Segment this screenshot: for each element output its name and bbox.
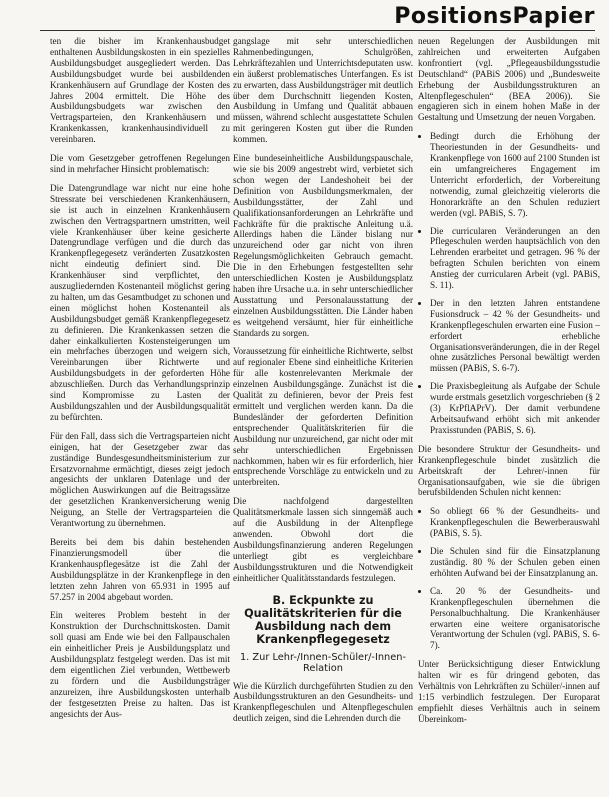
paragraph: Die vom Gesetzgeber getroffenen Regelungen sind in mehrfacher Hinsicht problematisch: [50,153,230,174]
paragraph: Wie die Kürzlich durchgeführten Studien zu den Ausbildungsstrukturen an den Gesundheits- und Krankenpflegeschulen und Altenpflegeschulen deutlich zeigen, sind die Lehrenden durch die [233,680,413,724]
section-heading: B. Eckpunkte zu Qualitätskriterien für die Ausbildung nach dem Krankenpflegegesetz [244,593,402,646]
column-3 [418,36,600,733]
paragraph: Eine bundeseinheitliche Ausbildungspauschale, wie sie bis 2009 angestrebt wird, verbietet sich schon wegen der Landeshoheit bei der Definition von Ausbildungsmerkmalen, der Ausbildungsstätter, der Zahl und Qualifikationsanforderungen an Lehrkräfte und Fachkräfte für die praktische Anleitung u.ä. Allerdings haben die Länder bislang nur unzureichend oder gar nicht von ihren Regelungsmöglichkeiten Gebrauch gemacht. Die in den Erhebungen festgestellten sehr unterschiedlichen Kosten je Ausbildungsplatz haben ihre Ursache u.a. in sehr unterschiedlicher Ausstattung und Personalausstattung der einzelnen Ausbildungsstätten. Die Länder haben es weitgehend versäumt, hier für einheitliche Standards zu sorgen. [233,153,413,338]
header-rule [40,30,595,31]
list-item: • Die Praxisbegleitung als Aufgabe der Schule wurde erstmals gesetzlich vorgeschrieben (§ 2 (3) KrPflAPrV). Der damit verbundene Arbeitsaufwand erhöht sich mit ankender Praxisstunden (PABiS, S. 6). [430,381,600,436]
paragraph: Die Datengrundlage war nicht nur eine hohe Stressrate bei verschiedenen Krankenhäusern, sie ist auch in einzelnen Krankenhäusern zwischen den Vertragspartnern umstritten, weil viele Krankenhäuser über keine gesicherte Datengrundlage verfügen und die durch das Krankenpflegegesetz veränderten Zusatzkosten nicht eindeutig definiert sind. Die Krankenhäuser sind verpflichtet, den auszugliedernden Kostenanteil möglichst gering zu halten, um das Gesamtbudget zu schonen und einen möglichst hohen Kostenanteil als Ausbildungsbudget gemäß Krankenpflegegesetz zu definieren. Die Krankenkassen setzen die daher einkalkulierten Kostensteigerungen um ein mehrfaches überzogen und weigern sich, Vereinbarungen über Richtwerte und Ausbildungsbudgets in der geforderten Höhe abzuschließen. Durch das Verhandlungsprinzip sind Kompromisse zu Lasten der Ausbildungszahlen und der Ausbildungsqualität zu befürchten. [50,182,230,422]
paragraph: Für den Fall, dass sich die Vertragsparteien nicht einigen, hat der Gesetzgeber zwar das zuständige Bundesgesundheitsministerium zur Ersatzvornahme ermächtigt, dieses zeigt jedoch angesichts der unklaren Datenlage und der möglichen Auswirkungen auf die Beitragssätze der gesetzlichen Krankenversicherung wenig Neigung, an Stelle der Vertragsparteien die Verantwortung zu übernehmen. [50,430,230,529]
column-1 [50,36,230,727]
masthead-title: PositionsPapier [394,4,595,29]
paragraph: Die nachfolgend dargestellten Qualitätsmerkmale lassen sich sinngemäß auch auf die Ausbildung in der Altenpflege anwenden. Obwohl dort die Ausbildungsfinanzierung anderen Regelungen unterliegt gibt es vergleichbare Ausbildungsstrukturen und die Notwendigkeit einheitlicher Qualitätsstandards festzulegen. [233,496,413,583]
paragraph: Voraussetzung für einheitliche Richtwerte, selbst auf regionaler Ebene sind einheitliche Kriterien für alle kostenrelevanten Merkmale der einzelnen Ausbildungsgänge. Zunächst ist die Qualität zu definieren, bevor der Preis fest ermittelt und verglichen werden kann. Da die Bundesländer der geforderten Definition entsprechender Qualitätskriterien für die Ausbildung nur unzureichend, gar nicht oder mit sehr unterschiedlichen Ergebnissen nachkommen, haben wir es für erforderlich, hier entsprechende Vorschläge zu entwickeln und zu unterbreiten. [233,346,413,488]
column-2 [233,36,413,732]
paragraph: neuen Regelungen der Ausbildungen mit zahlreichen und erweiterten Aufgaben konfrontiert (vgl. „Pflegeausbildungsstudie Deutschland“ (PABiS 2006) und „Bundesweite Erhebung der Ausbildungsstrukturen an Altenpflegeschulen“ (BEA 2006)). Sie engagieren sich in einem hohen Maße in der Gestaltung und Umsetzung der neuen Vorgaben. [418,36,600,123]
list-item: • Der in den letzten Jahren entstandene Fusionsdruck – 42 % der Gesundheits- und Krankenpflegeschulen erwarten eine Fusion – erfordert erhebliche Organisationsveränderungen, die in der Regel ohne zusätzliches Personal bewältigt werden müssen (PABiS, S. 6-7). [430,298,600,374]
list-item: • So obliegt 66 % der Gesundheits- und Krankenpflegeschulen die Bewerberauswahl (PABiS, S. 5). [430,506,600,539]
paragraph: Die besondere Struktur der Gesundheits- und Krankenpflegeschule bindet zusätzlich die Arbeitskraft der Lehrer/-innen für Organisationsaufgaben, wie sie die übrigen berufsbildenden Schulen nicht kennen: [418,443,600,498]
bullet-list [418,506,600,651]
paragraph: gangslage mit sehr unterschiedlichen Rahmenbedingungen, Schulgrößen, Lehrkräftezahlen und Unterrichtsdeputaten usw. ein äußerst problematisches Unterfangen. Es ist zu erwarten, dass Ausbildungsträger mit deutlich über dem Durchschnitt liegenden Kosten, Ausbildung in Umfang und Qualität abbauen müssen, während schlecht ausgestattete Schulen mit geringeren Kosten gut über die Runden kommen. [233,36,413,145]
list-item: • Ca. 20 % der Gesundheits- und Krankenpflegeschulen übernehmen die Personalbuchhaltung. Die Krankenhäuser erwarten eine weitere organisatorische Verantwortung der Schulen (vgl. PABiS, S. 6-7). [430,586,600,651]
paragraph: Bereits bei dem bis dahin bestehenden Finanzierungsmodell über die Krankenhauspflegesätze ist die Zahl der Ausbildungsplätze in der Krankenpflege in den letzten zehn Jahren von 65.931 in 1995 auf 57.257 in 2004 abgebaut worden. [50,536,230,602]
paragraph: Ein weiteres Problem besteht in der Konstruktion der Durchschnittskosten. Damit soll quasi am Ende wie bei den Fallpauschalen ein einheitlicher Preis je Ausbildungsplatz und Ausbildungsplatz festgelegt werden. Das ist mit dem eigentlichen Ziel verbunden, Wettbewerb zu fördern und die Ausbildungsträger anzureizen, ihre Ausbildungskosten unterhalb der festgesetzten Preise zu halten. Das ist angesichts der Aus- [50,610,230,719]
paragraph: ten die bisher im Krankenhausbudget enthaltenen Ausbildungskosten in ein spezielles Ausbildungsbudget ausgegliedert werden. Das Ausbildungsbudget wurde bei ausbildenden Krankenhäusern auf Grundlage der Kosten des Jahres 2004 ermittelt. Die Höhe des Ausbildungsbudgets war zwischen den Vertragsparteien, den Krankenhäusern und Krankenkassen, krankenhausindividuell zu vereinbaren. [50,36,230,145]
list-item: • Bedingt durch die Erhöhung der Theoriestunden in der Gesundheits- und Krankenpflege von 1600 auf 2100 Stunden ist ein umfangreicheres Engagement im Unterricht erforderlich, der Vorbereitung notwendig, zumal gleichzeitig vielerorts die Honorarkräfte an den Schulen reduziert werden (vgl. PABiS, S. 7). [430,131,600,218]
paragraph: Unter Berücksichtigung dieser Entwicklung halten wir es für dringend geboten, das Verhältnis von Lehrkräften zu Schüler/-innen auf 1:15 verbindlich festzulegen. Der Europarat empfiehlt dieses Verhältnis auch in seinem Übereinkom- [418,659,600,724]
bullet-list [418,131,600,436]
list-item: • Die curricularen Veränderungen an den Pflegeschulen werden hauptsächlich von den Lehrenden erarbeitet und getragen. 96 % der befragten Schulen berichten von einem Anstieg der curricularen Arbeit (vgl. PABiS, S. 11). [430,226,600,291]
section-subheading: 1. Zur Lehr-/Innen-Schüler/-Innen-Relation [239,651,407,674]
list-item: • Die Schulen sind für die Einsatzplanung zuständig. 80 % der Schulen geben einen erhöhten Aufwand bei der Einsatzplanung an. [430,546,600,579]
